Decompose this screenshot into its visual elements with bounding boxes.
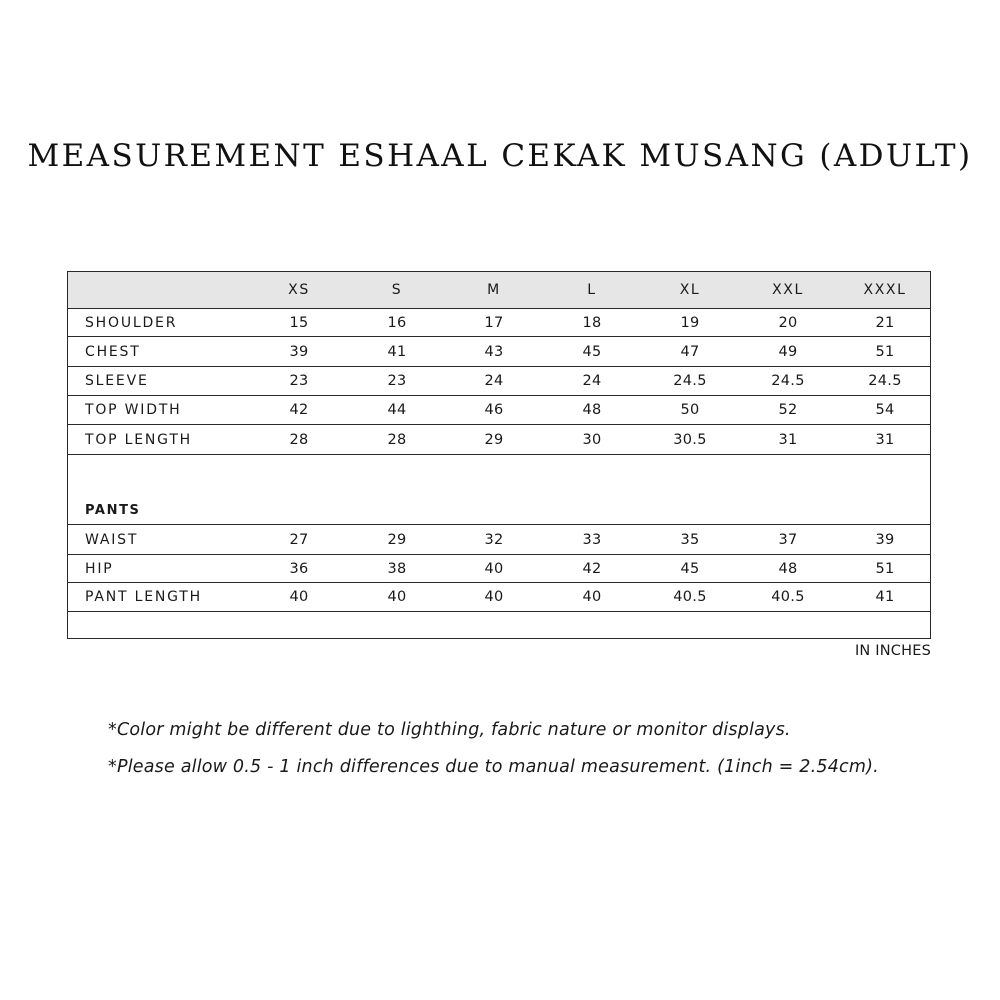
table-cell: 36 [289,560,309,577]
table-cell: 28 [387,431,407,448]
table-cell: 29 [387,531,407,548]
table-row [68,525,930,555]
size-header: S [391,282,403,298]
table-cell: 50 [680,402,700,418]
table-cell: 23 [289,373,309,389]
measurement-disclaimer: *Please allow 0.5 - 1 inch differences due to manual measurement. (1inch = 2.54cm). [108,757,879,777]
table-cell: 24.5 [868,373,902,389]
table-cell: 24.5 [673,373,707,389]
table-row [68,583,930,612]
page-title: MEASUREMENT ESHAAL CEKAK MUSANG (ADULT) [27,138,973,174]
table-cell: 27 [289,531,309,548]
table-cell: 40.5 [673,589,707,605]
table-cell: 39 [289,343,309,360]
size-header: M [487,282,501,298]
table-cell: 49 [778,343,798,360]
table-cell: 31 [778,431,798,448]
pants-section-band [68,455,930,525]
table-cell: 33 [582,531,602,548]
table-cell: 19 [680,314,700,331]
table-cell: 24 [484,373,504,389]
table-row [68,337,930,367]
table-cell: 40 [387,589,407,605]
table-cell: 48 [778,560,798,577]
row-label: TOP WIDTH [85,402,182,418]
color-disclaimer: *Color might be different due to lighthing, fabric nature or monitor displays. [108,720,791,740]
table-cell: 52 [778,402,798,418]
table-cell: 40 [289,589,309,605]
table-cell: 48 [582,402,602,418]
table-cell: 35 [680,531,700,548]
table-cell: 16 [387,314,407,331]
table-cell: 45 [680,560,700,577]
table-cell: 21 [875,314,895,331]
row-label: SLEEVE [85,373,149,389]
table-row [68,555,930,583]
table-cell: 24 [582,373,602,389]
table-cell: 17 [484,314,504,331]
table-cell: 28 [289,431,309,448]
table-cell: 51 [875,343,895,360]
table-cell: 40 [582,589,602,605]
table-row [68,367,930,396]
table-cell: 47 [680,343,700,360]
table-cell: 42 [289,402,309,418]
row-label: PANT LENGTH [85,589,202,605]
table-cell: 43 [484,343,504,360]
size-header: L [587,282,597,298]
table-cell: 46 [484,402,504,418]
table-row [68,425,930,455]
table-cell: 54 [875,402,895,418]
row-label: TOP LENGTH [85,431,193,448]
table-cell: 30 [582,431,602,448]
size-header: XXL [772,282,804,298]
table-cell: 38 [387,560,407,577]
row-label: SHOULDER [85,314,178,331]
table-header-row [68,272,930,309]
table-empty-row [68,612,930,638]
table-cell: 37 [778,531,798,548]
unit-note: IN INCHES [854,643,931,659]
table-cell: 32 [484,531,504,548]
table-cell: 45 [582,343,602,360]
table-row [68,396,930,425]
row-label: WAIST [85,531,139,548]
table-cell: 42 [582,560,602,577]
table-cell: 24.5 [771,373,805,389]
table-cell: 23 [387,373,407,389]
table-cell: 20 [778,314,798,331]
table-cell: 40 [484,560,504,577]
size-header: XL [679,282,701,298]
table-cell: 39 [875,531,895,548]
section-label-pants: PANTS [85,503,141,518]
row-label: CHEST [85,343,141,360]
table-cell: 41 [387,343,407,360]
size-header: XXXL [863,282,907,298]
table-cell: 44 [387,402,407,418]
table-cell: 40 [484,589,504,605]
table-cell: 29 [484,431,504,448]
row-label: HIP [85,560,114,577]
table-cell: 41 [875,589,895,605]
table-cell: 18 [582,314,602,331]
table-cell: 15 [289,314,309,331]
size-chart-table [67,271,931,639]
table-cell: 51 [875,560,895,577]
table-row [68,309,930,337]
table-cell: 30.5 [673,431,707,448]
table-cell: 40.5 [771,589,805,605]
size-header: XS [288,282,310,298]
table-cell: 31 [875,431,895,448]
